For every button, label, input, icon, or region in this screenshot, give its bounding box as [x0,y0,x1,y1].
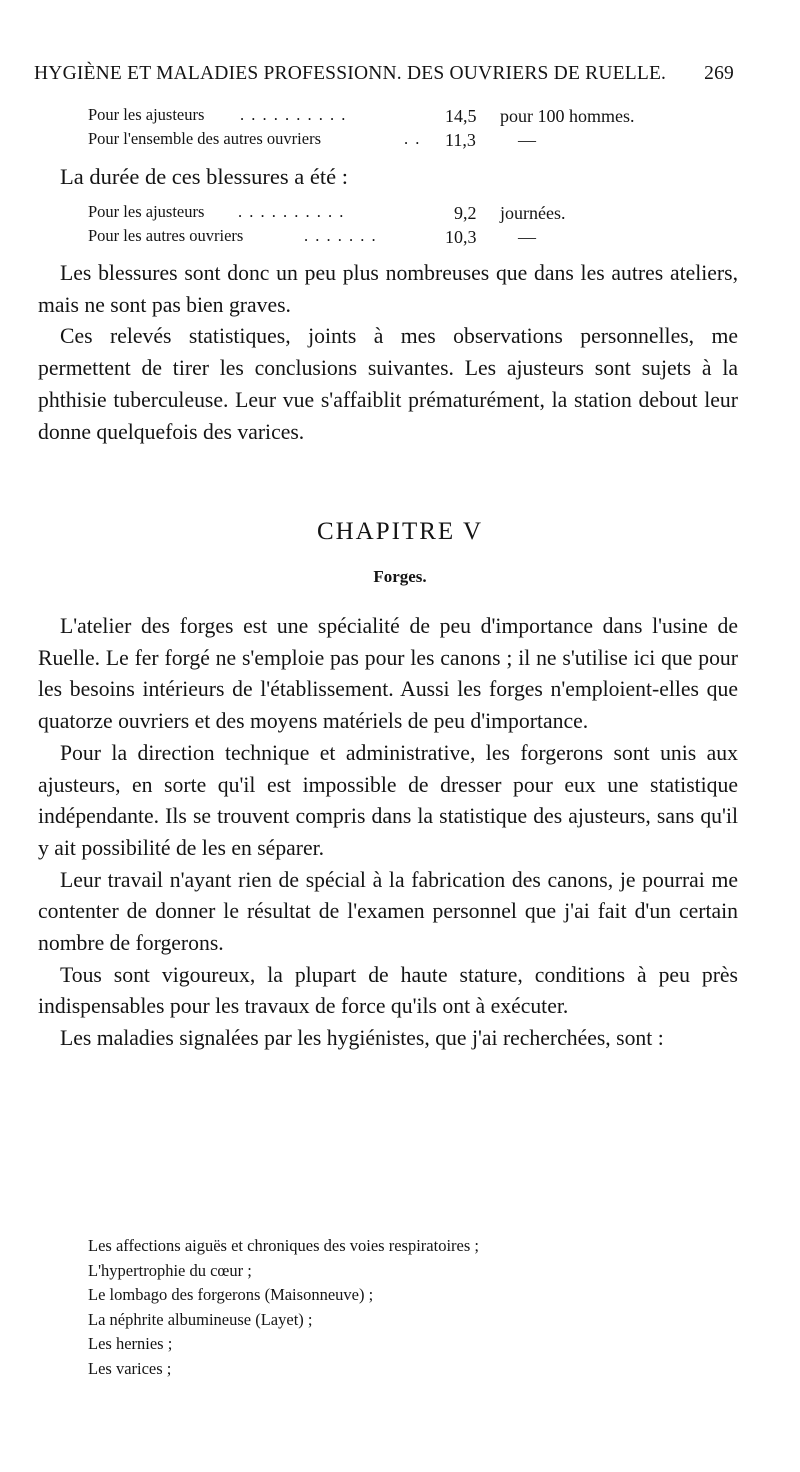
list-item: Le lombago des forgerons (Maisonneuve) ; [88,1285,374,1305]
stat-unit: journées. [500,203,566,223]
paragraph: Pour la direction technique et administrative, les forgerons sont unis aux ajusteurs, en sorte qu'il est impossible de dresser pour eux une statistique indépendante. Ils se trouvent compris dans la statistique des ajusteurs, sans qu'il y ait possibilité de les en séparer. [38,740,738,860]
duration-intro: La durée de ces blessures a été : [60,164,348,189]
paragraph: Leur travail n'ayant rien de spécial à la fabrication des canons, je pourrai me contenter de donner le résultat de l'examen personnel que j'ai fait d'un certain nombre de forgerons. [38,867,738,956]
paragraph: Tous sont vigoureux, la plupart de haute stature, conditions à peu près indispensables pour les travaux de force qu'ils ont à exécuter. [38,962,738,1019]
paragraph: Les blessures sont donc un peu plus nombreuses que dans les autres ateliers, mais ne sont pas bien graves. [38,261,738,317]
stat-value: 11,3 [445,130,476,150]
leader-dots: . . . . . . . . . . [240,105,347,124]
stat-unit: — [518,130,536,150]
paragraph: Les maladies signalées par les hygiénistes, que j'ai recherchées, sont : [60,1026,664,1051]
stat-label: Pour les autres ouvriers [88,226,244,245]
leader-dots: . . . . . . . [304,226,378,245]
paragraph: L'atelier des forges est une spécialité de peu d'importance dans l'usine de Ruelle. Le fer forgé ne s'emploie pas pour les canons ; il ne s'utilise ici que pour les besoins intérieurs de l'établissement. Aussi les forges n'emploient-elles que quatorze ouvriers et des moyens matériels de peu d'importance. [38,614,738,734]
stat-value: 9,2 [454,203,477,223]
body-text-top [38,258,738,448]
stat-unit: — [518,227,536,247]
leader-dots: . . . . . . . . . . [238,202,345,221]
stat-label: Pour les ajusteurs [88,105,205,124]
section-title: Forges. [373,567,427,586]
running-title: HYGIÈNE ET MALADIES PROFESSIONN. DES OUVRIERS DE RUELLE. [34,63,667,84]
chapter-title: CHAPITRE V [316,518,484,545]
body-text-main [38,611,738,1055]
list-item: Les varices ; [88,1358,172,1378]
list-item: La néphrite albumineuse (Layet) ; [88,1309,313,1329]
stat-unit: pour 100 hommes. [500,106,635,126]
stat-value: 10,3 [445,227,477,247]
list-item: Les hernies ; [88,1334,173,1354]
leader-dots: . . [404,129,421,148]
stat-label: Pour les ajusteurs [88,202,205,221]
list-item: Les affections aiguës et chroniques des voies respiratoires ; [88,1236,479,1255]
stat-label: Pour l'ensemble des autres ouvriers [88,129,321,148]
list-item: L'hypertrophie du cœur ; [88,1260,252,1280]
page-number: 269 [704,63,734,84]
stat-value: 14,5 [445,106,477,126]
running-head [34,63,734,85]
paragraph: Ces relevés statistiques, joints à mes observations personnelles, me permettent de tirer les conclusions suivantes. Les ajusteurs sont sujets à la phthisie tuberculeuse. Leur vue s'affaiblit prématurément, la station debout leur donne quelquefois des varices. [38,324,738,444]
disease-list [88,1234,479,1382]
